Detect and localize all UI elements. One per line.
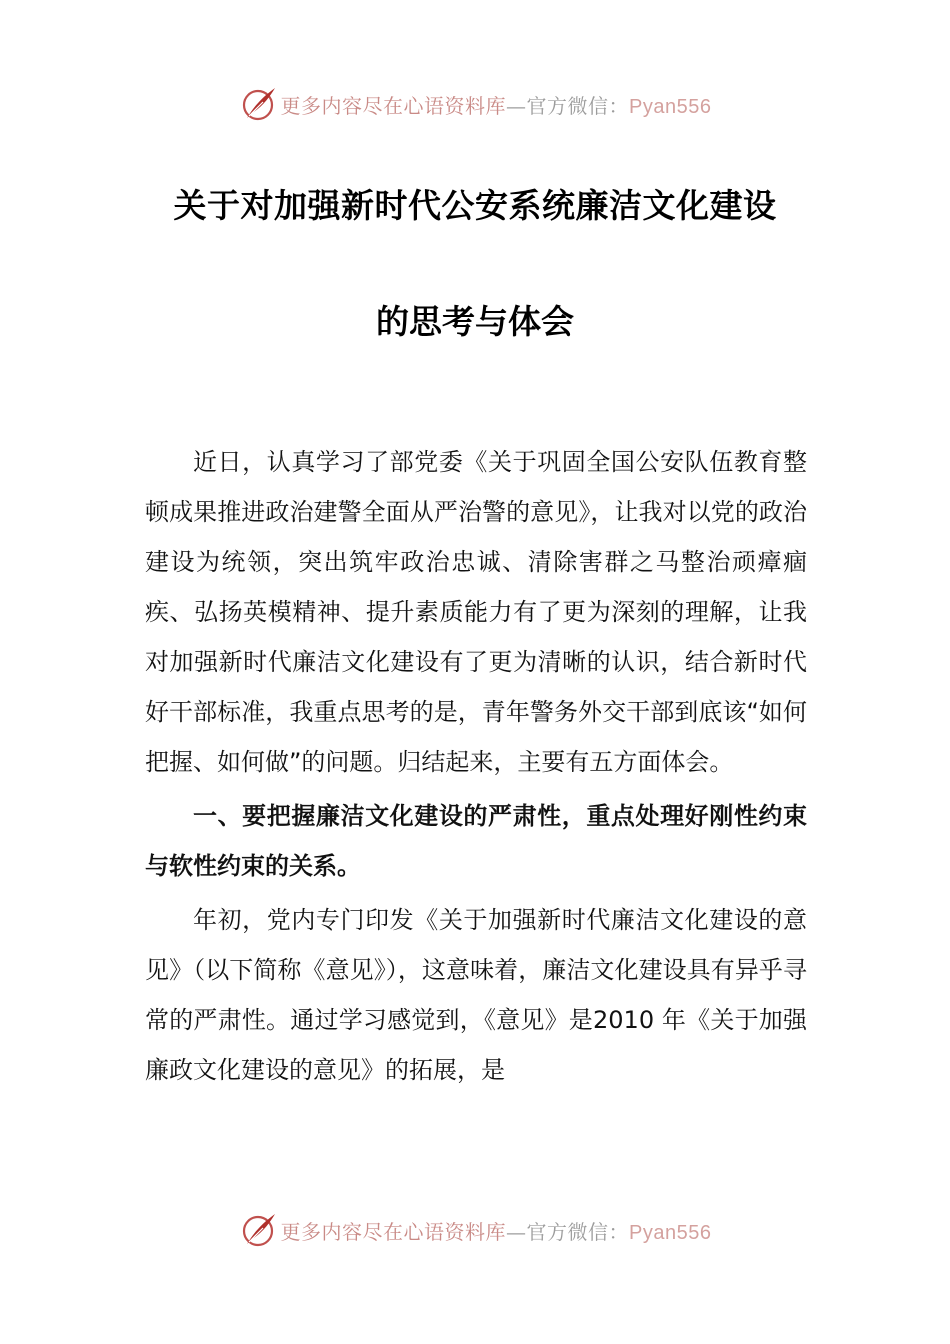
watermark-separator: — xyxy=(506,1219,527,1244)
watermark-label: 官方微信： xyxy=(526,1219,630,1244)
paragraph-section-1: 年初，党内专门印发《关于加强新时代廉洁文化建设的意见》（以下简称《意见》），这意味着，廉洁文化建设具有异乎寻常的严肃性。通过学习感觉到，《意见》是2010 年《关于加强廉政文化建设的意见》的拓展，是 xyxy=(145,906,807,1084)
watermark-label: 官方微信： xyxy=(526,93,630,118)
watermark-main: 更多内容尽在心语资料库 xyxy=(280,93,507,118)
watermark-id: Pyan556 xyxy=(629,1221,712,1244)
quill-circle-logo-icon xyxy=(239,1210,279,1250)
document-title-line2: 的思考与体会 xyxy=(376,302,574,341)
document-body xyxy=(145,437,807,1095)
paragraph-intro: 近日，认真学习了部党委《关于巩固全国公安队伍教育整顿成果推进政治建警全面从严治警的意见》，让我对以党的政治建设为统领，突出筑牢政治忠诚、清除害群之马整治顽瘴痼疾、弘扬英模精神、提升素质能力有了更为深刻的理解，让我对加强新时代廉洁文化建设有了更为清晰的认识，结合新时代好干部标准，我重点思考的是，青年警务外交干部到底该“如何把握、如何做”的问题。归结起来，主要有五方面体会。 xyxy=(145,448,807,776)
watermark-id: Pyan556 xyxy=(629,95,712,118)
watermark-text xyxy=(281,90,712,119)
watermark-text xyxy=(281,1216,712,1245)
watermark-separator: — xyxy=(506,93,527,118)
header-watermark xyxy=(0,82,950,126)
watermark-main: 更多内容尽在心语资料库 xyxy=(280,1219,507,1244)
quill-circle-logo-icon xyxy=(239,84,279,124)
footer-watermark xyxy=(0,1208,950,1252)
document-title-line1: 关于对加强新时代公安系统廉洁文化建设 xyxy=(173,186,777,225)
section-heading-1: 一、要把握廉洁文化建设的严肃性，重点处理好刚性约束与软性约束的关系。 xyxy=(145,802,807,880)
